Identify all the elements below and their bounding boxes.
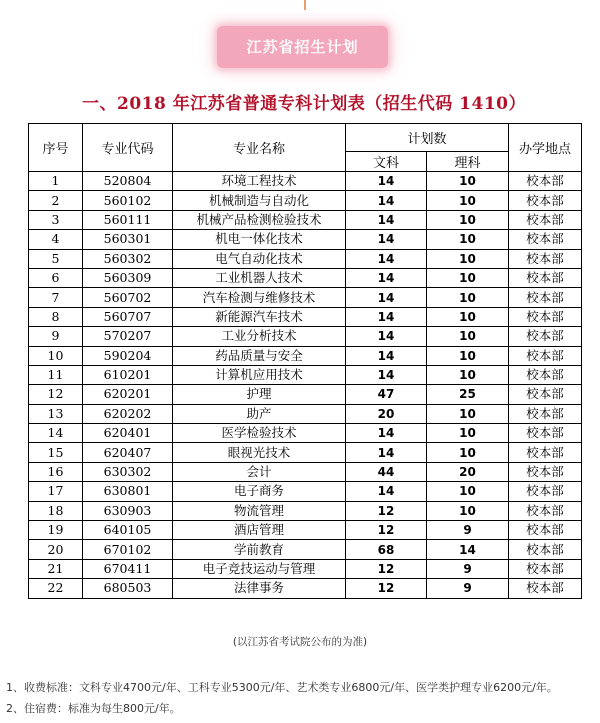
cell-code: 560707 [83, 307, 173, 326]
cell-code: 620401 [83, 424, 173, 443]
cell-code: 560301 [83, 230, 173, 249]
cell-major: 工业机器人技术 [173, 268, 346, 287]
table-row [29, 540, 582, 559]
cell-location: 校本部 [509, 443, 582, 462]
cell-code: 670411 [83, 559, 173, 578]
cell-science: 9 [427, 559, 509, 578]
header-name: 专业名称 [173, 124, 346, 172]
cell-major: 工业分析技术 [173, 327, 346, 346]
cell-science: 9 [427, 579, 509, 598]
cell-major: 机械产品检测检验技术 [173, 210, 346, 229]
enrollment-plan-table [28, 123, 582, 599]
cell-code: 560309 [83, 268, 173, 287]
table-row [29, 288, 582, 307]
cell-seq: 17 [29, 482, 83, 501]
table-row [29, 268, 582, 287]
cell-seq: 19 [29, 521, 83, 540]
table-row [29, 424, 582, 443]
cell-code: 630302 [83, 462, 173, 481]
cell-major: 物流管理 [173, 501, 346, 520]
cell-location: 校本部 [509, 501, 582, 520]
cell-science: 10 [427, 210, 509, 229]
cell-arts: 12 [346, 579, 427, 598]
cell-science: 10 [427, 404, 509, 423]
cell-code: 630801 [83, 482, 173, 501]
cell-arts: 14 [346, 365, 427, 384]
cell-location: 校本部 [509, 365, 582, 384]
cell-major: 电子竞技运动与管理 [173, 559, 346, 578]
fee-note: 1、收费标准：文科专业4700元/年、工科专业5300元/年、艺术类专业6800元/年、医学类护理专业6200元/年。 [6, 681, 558, 694]
section-banner [217, 26, 388, 68]
cell-location: 校本部 [509, 579, 582, 598]
cell-location: 校本部 [509, 307, 582, 326]
cell-arts: 14 [346, 424, 427, 443]
banner-title: 江苏省招生计划 [246, 38, 359, 56]
cell-location: 校本部 [509, 288, 582, 307]
cell-arts: 14 [346, 288, 427, 307]
cell-seq: 11 [29, 365, 83, 384]
cell-science: 10 [427, 268, 509, 287]
cell-arts: 14 [346, 210, 427, 229]
cell-science: 10 [427, 424, 509, 443]
cell-code: 590204 [83, 346, 173, 365]
cell-major: 眼视光技术 [173, 443, 346, 462]
cell-location: 校本部 [509, 327, 582, 346]
cell-major: 会计 [173, 462, 346, 481]
cell-location: 校本部 [509, 404, 582, 423]
cell-arts: 44 [346, 462, 427, 481]
cell-code: 560102 [83, 191, 173, 210]
header-code: 专业代码 [83, 124, 173, 172]
cell-arts: 14 [346, 191, 427, 210]
cell-arts: 20 [346, 404, 427, 423]
cell-location: 校本部 [509, 210, 582, 229]
cell-seq: 13 [29, 404, 83, 423]
cell-arts: 12 [346, 501, 427, 520]
cell-major: 助产 [173, 404, 346, 423]
cell-location: 校本部 [509, 230, 582, 249]
cell-location: 校本部 [509, 191, 582, 210]
table-row [29, 191, 582, 210]
table-row [29, 327, 582, 346]
cell-arts: 14 [346, 249, 427, 268]
table-row [29, 346, 582, 365]
cell-seq: 1 [29, 172, 83, 191]
cell-arts: 14 [346, 482, 427, 501]
cell-seq: 6 [29, 268, 83, 287]
cell-code: 680503 [83, 579, 173, 598]
cell-major: 机电一体化技术 [173, 230, 346, 249]
cell-science: 20 [427, 462, 509, 481]
cell-seq: 12 [29, 385, 83, 404]
cell-major: 新能源汽车技术 [173, 307, 346, 326]
cell-seq: 4 [29, 230, 83, 249]
cell-seq: 20 [29, 540, 83, 559]
decorative-mark [304, 0, 306, 10]
cell-arts: 14 [346, 327, 427, 346]
cell-major: 环境工程技术 [173, 172, 346, 191]
cell-science: 25 [427, 385, 509, 404]
cell-major: 计算机应用技术 [173, 365, 346, 384]
header-banner [0, 0, 600, 84]
cell-major: 电气自动化技术 [173, 249, 346, 268]
header-seq: 序号 [29, 124, 83, 172]
cell-seq: 18 [29, 501, 83, 520]
table-body [29, 172, 582, 599]
cell-science: 9 [427, 521, 509, 540]
table-row [29, 559, 582, 578]
cell-seq: 8 [29, 307, 83, 326]
table-row [29, 482, 582, 501]
table-row [29, 404, 582, 423]
cell-seq: 14 [29, 424, 83, 443]
cell-code: 670102 [83, 540, 173, 559]
table-title: 一、2018 年江苏省普通专科计划表（招生代码 1410） [82, 94, 526, 114]
cell-major: 药品质量与安全 [173, 346, 346, 365]
cell-location: 校本部 [509, 268, 582, 287]
table-row [29, 172, 582, 191]
cell-arts: 68 [346, 540, 427, 559]
cell-arts: 47 [346, 385, 427, 404]
cell-arts: 12 [346, 559, 427, 578]
table-row [29, 579, 582, 598]
cell-major: 护理 [173, 385, 346, 404]
cell-seq: 9 [29, 327, 83, 346]
cell-science: 10 [427, 482, 509, 501]
cell-major: 学前教育 [173, 540, 346, 559]
cell-location: 校本部 [509, 462, 582, 481]
cell-science: 14 [427, 540, 509, 559]
cell-code: 610201 [83, 365, 173, 384]
table-row [29, 462, 582, 481]
lodging-note: 2、住宿费：标准为每生800元/年。 [6, 702, 181, 715]
cell-major: 酒店管理 [173, 521, 346, 540]
cell-location: 校本部 [509, 249, 582, 268]
cell-location: 校本部 [509, 559, 582, 578]
cell-seq: 15 [29, 443, 83, 462]
cell-major: 电子商务 [173, 482, 346, 501]
cell-science: 10 [427, 249, 509, 268]
cell-science: 10 [427, 501, 509, 520]
source-note: (以江苏省考试院公布的为准) [232, 636, 368, 648]
table-row [29, 501, 582, 520]
header-science: 理科 [427, 152, 509, 172]
cell-code: 560111 [83, 210, 173, 229]
cell-science: 10 [427, 443, 509, 462]
cell-science: 10 [427, 191, 509, 210]
cell-code: 630903 [83, 501, 173, 520]
cell-major: 汽车检测与维修技术 [173, 288, 346, 307]
cell-code: 620202 [83, 404, 173, 423]
cell-seq: 7 [29, 288, 83, 307]
header-arts: 文科 [346, 152, 427, 172]
cell-location: 校本部 [509, 172, 582, 191]
cell-location: 校本部 [509, 346, 582, 365]
cell-arts: 12 [346, 521, 427, 540]
table-row [29, 230, 582, 249]
cell-major: 机械制造与自动化 [173, 191, 346, 210]
cell-location: 校本部 [509, 385, 582, 404]
cell-science: 10 [427, 346, 509, 365]
cell-science: 10 [427, 307, 509, 326]
table-row [29, 443, 582, 462]
cell-arts: 14 [346, 230, 427, 249]
cell-science: 10 [427, 327, 509, 346]
table-row [29, 521, 582, 540]
cell-science: 10 [427, 230, 509, 249]
cell-seq: 22 [29, 579, 83, 598]
cell-arts: 14 [346, 443, 427, 462]
cell-major: 法律事务 [173, 579, 346, 598]
cell-location: 校本部 [509, 424, 582, 443]
cell-seq: 16 [29, 462, 83, 481]
cell-code: 620407 [83, 443, 173, 462]
cell-science: 10 [427, 288, 509, 307]
cell-location: 校本部 [509, 482, 582, 501]
cell-code: 560302 [83, 249, 173, 268]
cell-code: 640105 [83, 521, 173, 540]
cell-seq: 2 [29, 191, 83, 210]
cell-code: 520804 [83, 172, 173, 191]
cell-location: 校本部 [509, 521, 582, 540]
table-row [29, 307, 582, 326]
table-row [29, 385, 582, 404]
cell-seq: 5 [29, 249, 83, 268]
header-plan: 计划数 [346, 124, 509, 152]
cell-location: 校本部 [509, 540, 582, 559]
cell-arts: 14 [346, 307, 427, 326]
cell-arts: 14 [346, 172, 427, 191]
cell-arts: 14 [346, 346, 427, 365]
cell-arts: 14 [346, 268, 427, 287]
header-location: 办学地点 [509, 124, 582, 172]
cell-science: 10 [427, 365, 509, 384]
table-row [29, 365, 582, 384]
cell-seq: 3 [29, 210, 83, 229]
table-row [29, 249, 582, 268]
cell-code: 570207 [83, 327, 173, 346]
cell-code: 560702 [83, 288, 173, 307]
cell-science: 10 [427, 172, 509, 191]
cell-seq: 21 [29, 559, 83, 578]
table-row [29, 210, 582, 229]
cell-major: 医学检验技术 [173, 424, 346, 443]
cell-seq: 10 [29, 346, 83, 365]
cell-code: 620201 [83, 385, 173, 404]
